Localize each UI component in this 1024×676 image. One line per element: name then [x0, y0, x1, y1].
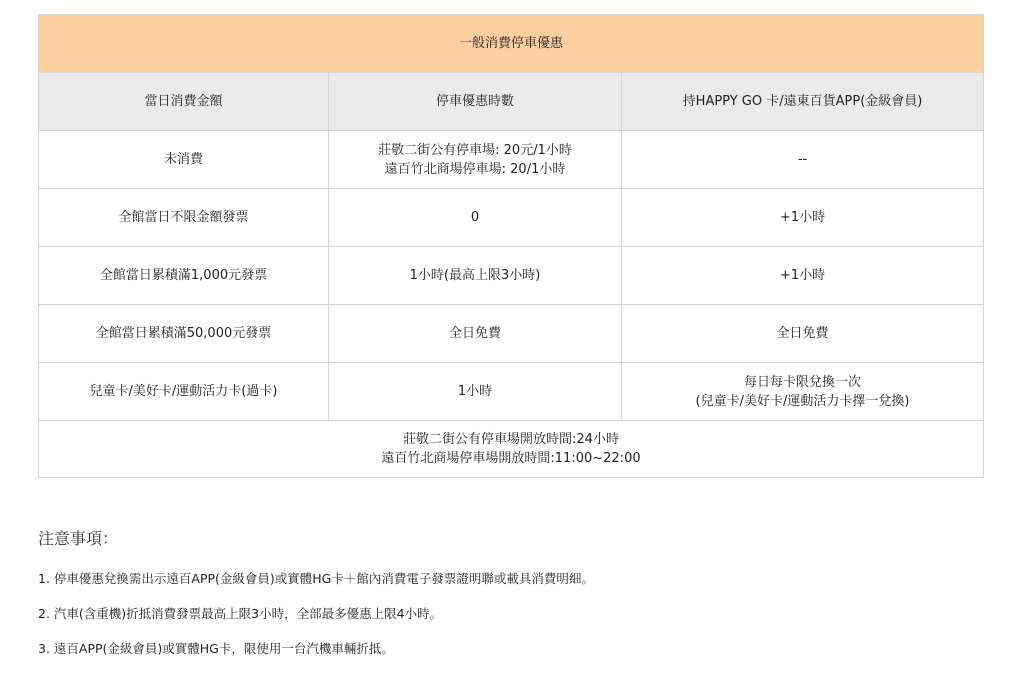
cell-line: +1小時: [779, 210, 826, 225]
table-header-row: [39, 73, 984, 131]
cell-line: 遠百竹北商場停車場: 20/1小時: [384, 161, 566, 177]
parking-discount-table: [38, 14, 984, 478]
table-row: [39, 131, 984, 189]
cell-amount: 未消費: [39, 131, 329, 189]
table-row: [39, 247, 984, 305]
cell-line: (兒童卡/美好卡/運動活力卡擇一兌換): [695, 393, 910, 409]
table-title-row: [39, 15, 984, 73]
cell-amount: 兒童卡/美好卡/運動活力卡(過卡): [39, 363, 329, 421]
cell-member: [622, 363, 984, 421]
note-item: 2. 汽車(含重機)折抵消費發票最高上限3小時，全部最多優惠上限4小時。: [38, 606, 443, 621]
notes-section: [38, 526, 983, 675]
column-header-hours: 停車優惠時數: [329, 73, 622, 131]
note-item: 3. 遠百APP(金級會員)或實體HG卡，限使用一台汽機車輛折抵。: [38, 641, 394, 656]
cell-line: 0: [470, 210, 480, 225]
table-footer-row: [39, 421, 984, 478]
table-title: 一般消費停車優惠: [39, 15, 984, 73]
cell-member: [622, 131, 984, 189]
cell-hours: [329, 189, 622, 247]
opening-hours-line: 莊敬二街公有停車場開放時間:24小時: [403, 432, 619, 447]
opening-hours-line: 遠百竹北商場停車場開放時間:11:00~22:00: [381, 451, 641, 466]
notes-list: [38, 570, 983, 658]
cell-amount: 全館當日累積滿1,000元發票: [39, 247, 329, 305]
cell-line: 全日免費: [448, 326, 501, 341]
cell-hours: [329, 363, 622, 421]
cell-member: [622, 305, 984, 363]
column-header-amount: 當日消費金額: [39, 73, 329, 131]
opening-hours-cell: [39, 421, 984, 478]
cell-line: +1小時: [779, 268, 826, 283]
notes-heading: 注意事項：: [38, 529, 119, 548]
cell-line: 1小時: [457, 384, 493, 399]
cell-hours: [329, 305, 622, 363]
cell-line: 莊敬二街公有停車場: 20元/1小時: [378, 142, 572, 158]
cell-member: [622, 189, 984, 247]
cell-line: --: [797, 152, 808, 167]
cell-line: 1小時(最高上限3小時): [409, 268, 541, 283]
cell-line: 每日每卡限兌換一次: [744, 374, 862, 390]
table-row: [39, 189, 984, 247]
cell-line: 全日免費: [776, 326, 829, 341]
cell-amount: 全館當日累積滿50,000元發票: [39, 305, 329, 363]
note-item: 1. 停車優惠兌換需出示遠百APP(金級會員)或實體HG卡＋館內消費電子發票證明聯或載具消費明細。: [38, 571, 594, 586]
table-row: [39, 363, 984, 421]
cell-hours: [329, 247, 622, 305]
cell-hours: [329, 131, 622, 189]
table-row: [39, 305, 984, 363]
cell-member: [622, 247, 984, 305]
cell-amount: 全館當日不限金額發票: [39, 189, 329, 247]
column-header-member: 持HAPPY GO 卡/遠東百貨APP(金級會員): [622, 73, 984, 131]
